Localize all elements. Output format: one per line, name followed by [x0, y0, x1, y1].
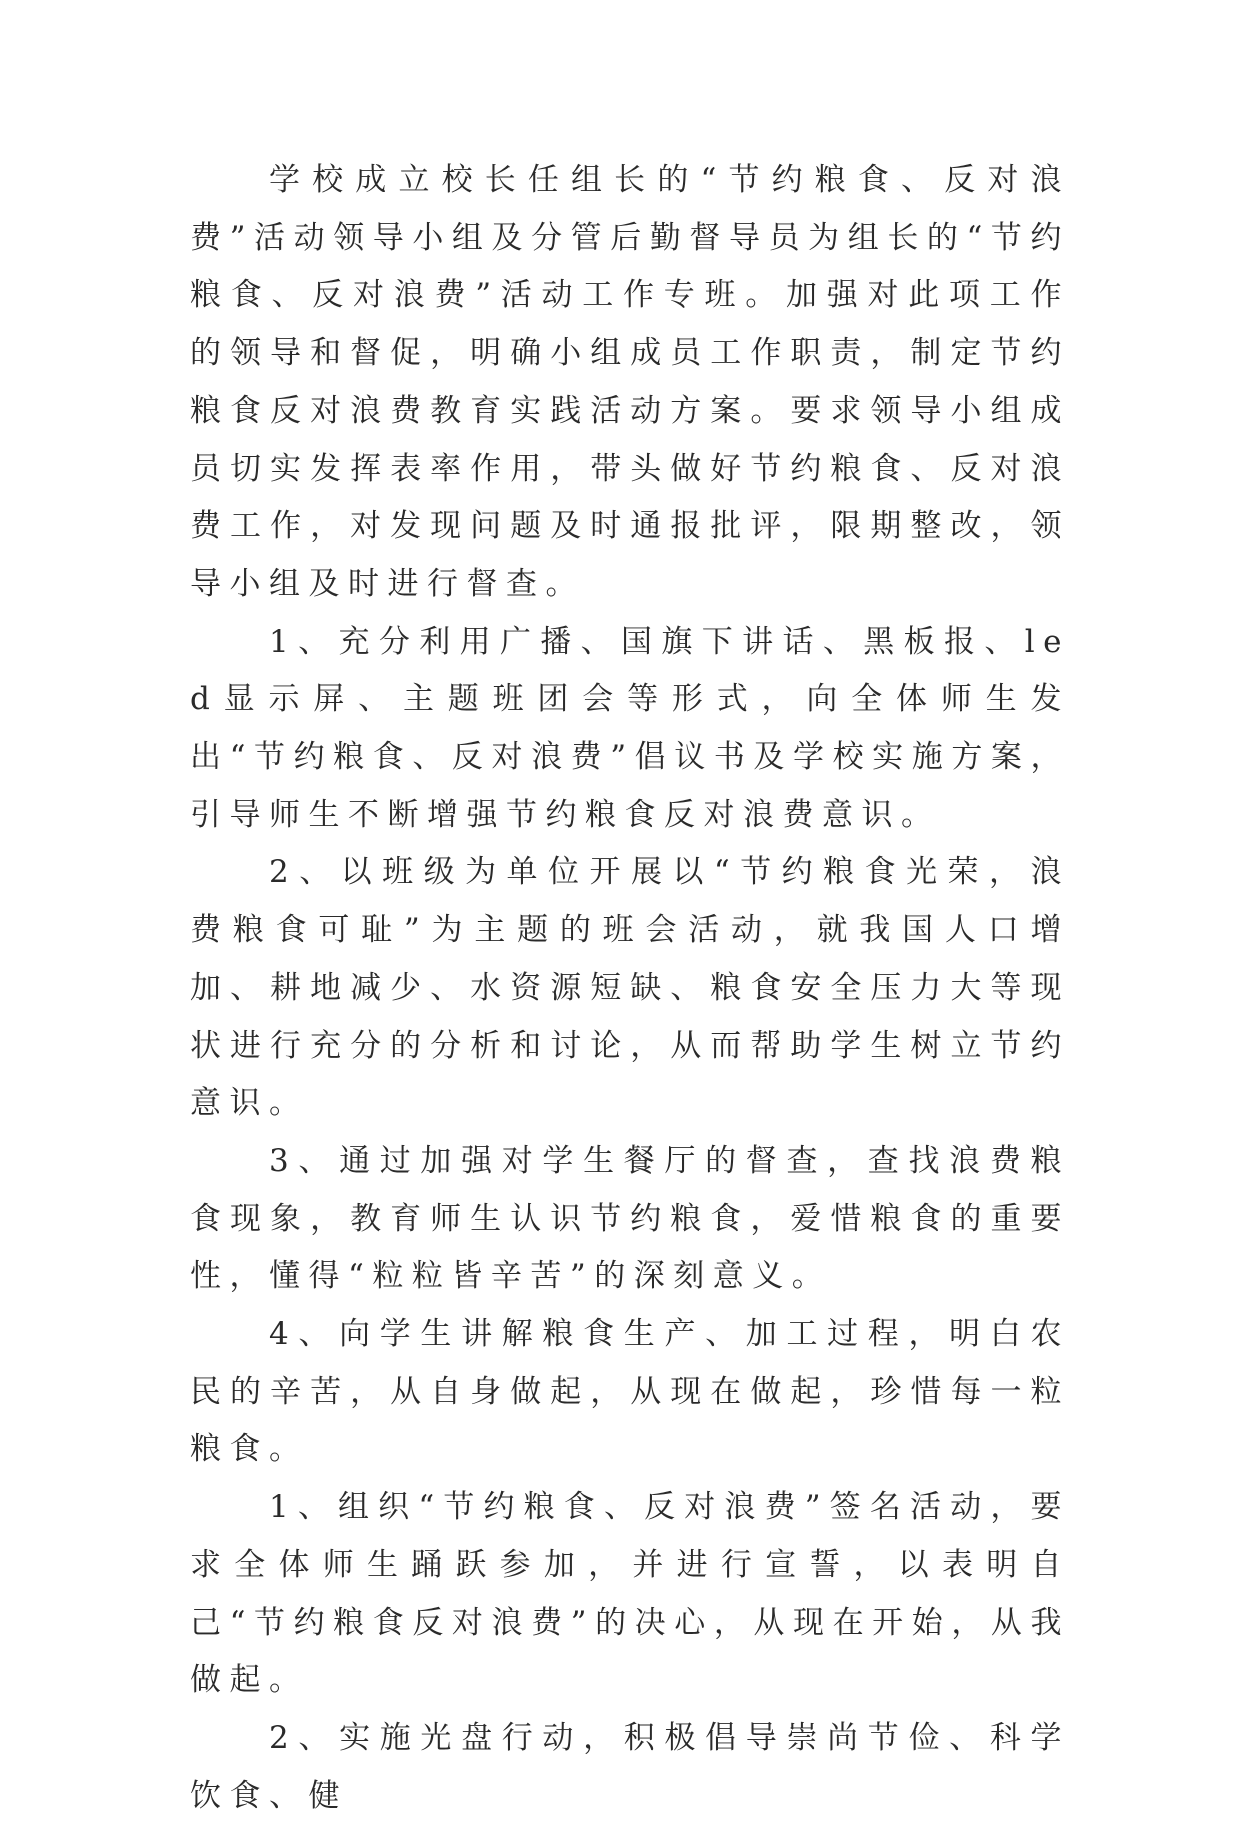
paragraph-item-3-canteen-inspection: 3、通过加强对学生餐厅的督查，查找浪费粮食现象，教育师生认识节约粮食，爱惜粮食的重要性，懂得“粒粒皆辛苦”的深刻意义。: [190, 1142, 1070, 1295]
paragraph-item-2-class-meeting: 2、以班级为单位开展以“节约粮食光荣，浪费粮食可耻”为主题的班会活动，就我国人口增加、耕地减少、水资源短缺、粮食安全压力大等现状进行充分的分析和讨论，从而帮助学生树立节约意识。: [190, 854, 1070, 1122]
document-body: [190, 152, 1070, 1825]
paragraph-item-4-grain-production: 4、向学生讲解粮食生产、加工过程，明白农民的辛苦，从自身做起，从现在做起，珍惜每一粒粮食。: [190, 1316, 1070, 1468]
paragraph-item-2-clean-plate: 2、实施光盘行动，积极倡导崇尚节俭、科学饮食、健: [190, 1719, 1070, 1814]
paragraph-leadership-group: 学校成立校长任组长的“节约粮食、反对浪费”活动领导小组及分管后勤督导员为组长的“节约粮食、反对浪费”活动工作专班。加强对此项工作的领导和督促，明确小组成员工作职责，制定节约粮食反对浪费教育实践活动方案。要求领导小组成员切实发挥表率作用，带头做好节约粮食、反对浪费工作，对发现问题及时通报批评，限期整改，领导小组及时进行督查。: [190, 162, 1070, 602]
paragraph-item-1-publicity: 1、充分利用广播、国旗下讲话、黑板报、led显示屏、主题班团会等形式，向全体师生发出“节约粮食、反对浪费”倡议书及学校实施方案，引导师生不断增强节约粮食反对浪费意识。: [190, 623, 1070, 833]
paragraph-item-1-signature-activity: 1、组织“节约粮食、反对浪费”签名活动，要求全体师生踊跃参加，并进行宣誓，以表明自己“节约粮食反对浪费”的决心，从现在开始，从我做起。: [190, 1489, 1070, 1699]
